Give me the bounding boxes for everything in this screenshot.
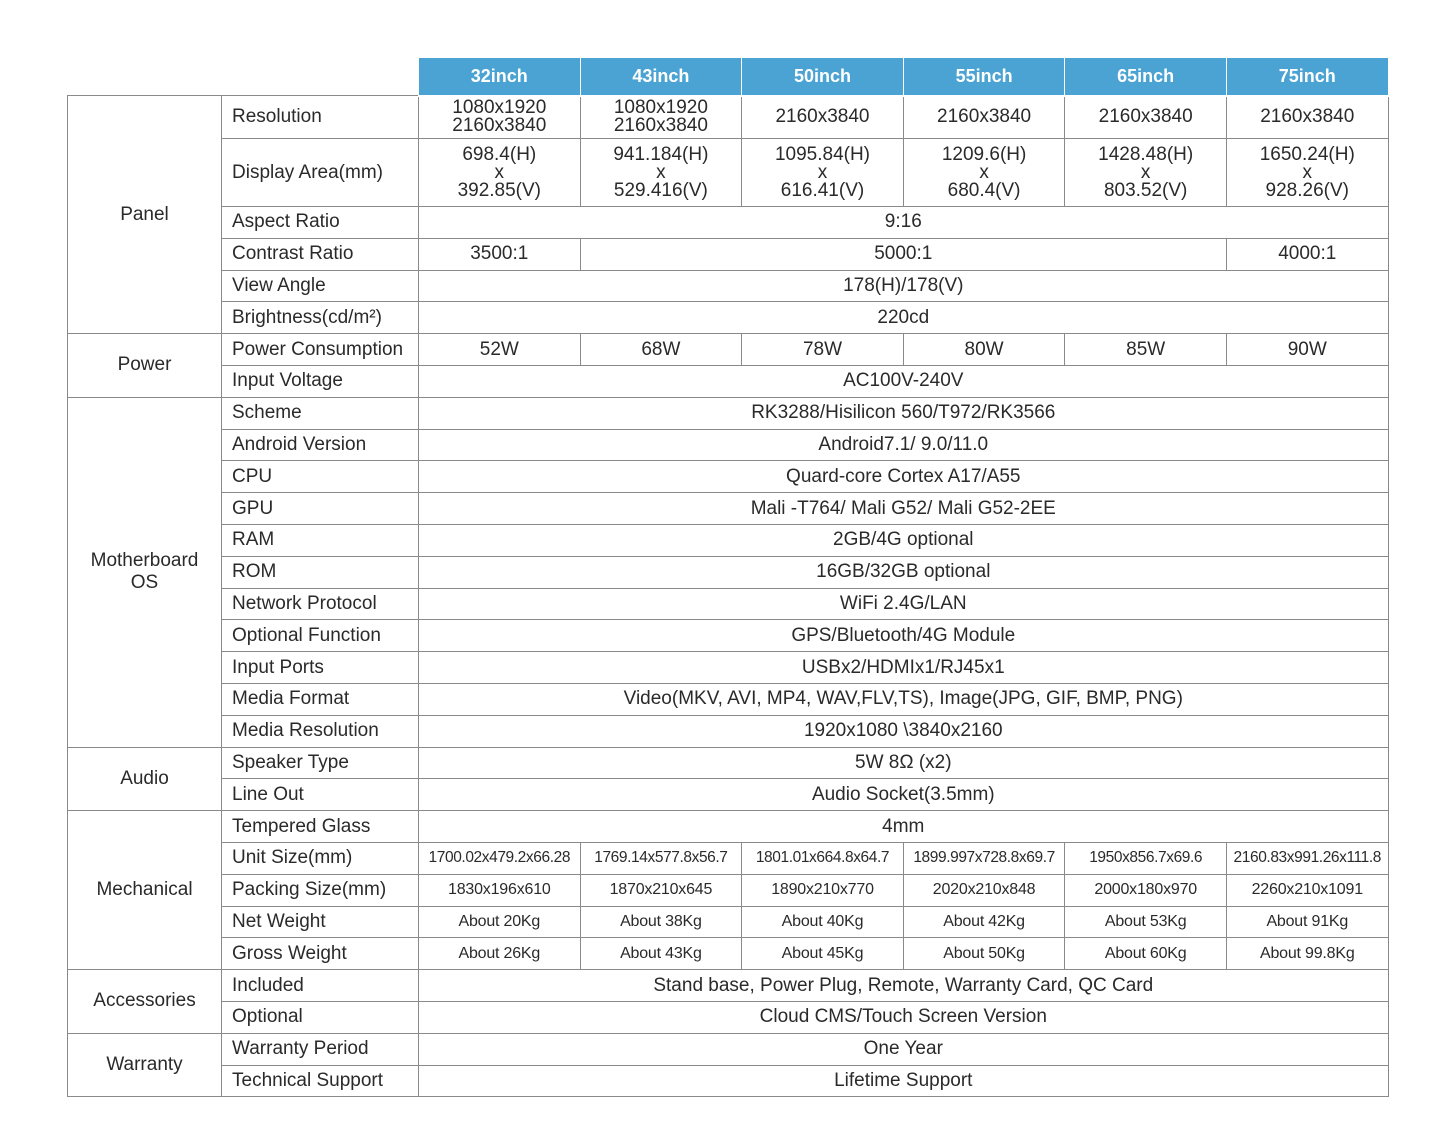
spec-label: Technical Support xyxy=(222,1065,419,1097)
spec-label: Aspect Ratio xyxy=(222,207,419,239)
row-resolution xyxy=(68,96,1389,139)
spec-label: Packing Size(mm) xyxy=(222,874,419,906)
row-view-angle xyxy=(68,270,1389,302)
row-speaker-type xyxy=(68,747,1389,779)
spec-label: Brightness(cd/m²) xyxy=(222,302,419,334)
net-weight-55: About 42Kg xyxy=(903,906,1065,938)
spec-value: RK3288/Hisilicon 560/T972/RK3566 xyxy=(419,397,1389,429)
gross-weight-50: About 45Kg xyxy=(742,938,904,970)
spec-value: Cloud CMS/Touch Screen Version xyxy=(419,1001,1389,1033)
row-media-resolution xyxy=(68,715,1389,747)
display-area-75: 1650.24(H) x 928.26(V) xyxy=(1226,139,1388,207)
packing-size-50: 1890x210x770 xyxy=(742,874,904,906)
display-area-43: 941.184(H) x 529.416(V) xyxy=(580,139,742,207)
row-scheme xyxy=(68,397,1389,429)
resolution-43: 1080x1920 2160x3840 xyxy=(580,96,742,139)
unit-size-55: 1899.997x728.8x69.7 xyxy=(903,842,1065,874)
spec-value: 1920x1080 \3840x2160 xyxy=(419,715,1389,747)
display-area-32: 698.4(H) x 392.85(V) xyxy=(419,139,581,207)
spec-label: Speaker Type xyxy=(222,747,419,779)
row-aspect-ratio xyxy=(68,207,1389,239)
spec-value: Audio Socket(3.5mm) xyxy=(419,779,1389,811)
category-audio: Audio xyxy=(68,747,222,811)
spec-value: One Year xyxy=(419,1033,1389,1065)
spec-label: Display Area(mm) xyxy=(222,139,419,207)
spec-value: 4mm xyxy=(419,811,1389,843)
packing-size-65: 2000x180x970 xyxy=(1065,874,1227,906)
unit-size-50: 1801.01x664.8x64.7 xyxy=(742,842,904,874)
packing-size-43: 1870x210x645 xyxy=(580,874,742,906)
spec-value: Stand base, Power Plug, Remote, Warranty Card, QC Card xyxy=(419,970,1389,1002)
row-android-version xyxy=(68,429,1389,461)
gross-weight-32: About 26Kg xyxy=(419,938,581,970)
spec-label: Optional Function xyxy=(222,620,419,652)
spec-value: Video(MKV, AVI, MP4, WAV,FLV,TS), Image(JPG, GIF, BMP, PNG) xyxy=(419,683,1389,715)
spec-label: ROM xyxy=(222,556,419,588)
unit-size-32: 1700.02x479.2x66.28 xyxy=(419,842,581,874)
row-contrast-ratio xyxy=(68,238,1389,270)
row-brightness xyxy=(68,302,1389,334)
size-header: 43inch xyxy=(580,58,742,96)
row-line-out xyxy=(68,779,1389,811)
spec-label: Input Voltage xyxy=(222,365,419,397)
spec-label: Gross Weight xyxy=(222,938,419,970)
row-power-consumption xyxy=(68,334,1389,366)
unit-size-65: 1950x856.7x69.6 xyxy=(1065,842,1227,874)
net-weight-50: About 40Kg xyxy=(742,906,904,938)
row-display-area xyxy=(68,139,1389,207)
power-65: 85W xyxy=(1065,334,1227,366)
resolution-55: 2160x3840 xyxy=(903,96,1065,139)
row-packing-size xyxy=(68,874,1389,906)
row-technical-support xyxy=(68,1065,1389,1097)
spec-label: GPU xyxy=(222,493,419,525)
net-weight-75: About 91Kg xyxy=(1226,906,1388,938)
power-55: 80W xyxy=(903,334,1065,366)
resolution-50: 2160x3840 xyxy=(742,96,904,139)
spec-value: 5W 8Ω (x2) xyxy=(419,747,1389,779)
packing-size-32: 1830x196x610 xyxy=(419,874,581,906)
net-weight-32: About 20Kg xyxy=(419,906,581,938)
size-header: 50inch xyxy=(742,58,904,96)
spec-value: GPS/Bluetooth/4G Module xyxy=(419,620,1389,652)
spec-value: 16GB/32GB optional xyxy=(419,556,1389,588)
spec-label: Input Ports xyxy=(222,652,419,684)
spec-table-container xyxy=(67,57,1389,1097)
spec-value: Quard-core Cortex A17/A55 xyxy=(419,461,1389,493)
size-header: 55inch xyxy=(903,58,1065,96)
power-50: 78W xyxy=(742,334,904,366)
spec-value: 220cd xyxy=(419,302,1389,334)
category-motherboard: Motherboard OS xyxy=(68,397,222,747)
spec-label: Power Consumption xyxy=(222,334,419,366)
spec-value: 178(H)/178(V) xyxy=(419,270,1389,302)
contrast-75: 4000:1 xyxy=(1226,238,1388,270)
spec-label: Network Protocol xyxy=(222,588,419,620)
category-panel: Panel xyxy=(68,96,222,334)
spec-value: Lifetime Support xyxy=(419,1065,1389,1097)
display-area-50: 1095.84(H) x 616.41(V) xyxy=(742,139,904,207)
category-power: Power xyxy=(68,334,222,398)
power-32: 52W xyxy=(419,334,581,366)
packing-size-55: 2020x210x848 xyxy=(903,874,1065,906)
spec-value: WiFi 2.4G/LAN xyxy=(419,588,1389,620)
gross-weight-55: About 50Kg xyxy=(903,938,1065,970)
contrast-32: 3500:1 xyxy=(419,238,581,270)
row-optional xyxy=(68,1001,1389,1033)
row-cpu xyxy=(68,461,1389,493)
spec-label: CPU xyxy=(222,461,419,493)
size-header: 75inch xyxy=(1226,58,1388,96)
category-mechanical: Mechanical xyxy=(68,811,222,970)
power-43: 68W xyxy=(580,334,742,366)
size-header: 65inch xyxy=(1065,58,1227,96)
spec-label: Unit Size(mm) xyxy=(222,842,419,874)
row-tempered-glass xyxy=(68,811,1389,843)
header-empty-cell xyxy=(68,58,222,96)
gross-weight-75: About 99.8Kg xyxy=(1226,938,1388,970)
row-optional-function xyxy=(68,620,1389,652)
spec-label: Contrast Ratio xyxy=(222,238,419,270)
spec-label: Net Weight xyxy=(222,906,419,938)
gross-weight-65: About 60Kg xyxy=(1065,938,1227,970)
spec-label: Optional xyxy=(222,1001,419,1033)
spec-value: AC100V-240V xyxy=(419,365,1389,397)
net-weight-65: About 53Kg xyxy=(1065,906,1227,938)
spec-label: Warranty Period xyxy=(222,1033,419,1065)
spec-value: Android7.1/ 9.0/11.0 xyxy=(419,429,1389,461)
spec-value: 2GB/4G optional xyxy=(419,524,1389,556)
resolution-32: 1080x1920 2160x3840 xyxy=(419,96,581,139)
display-area-65: 1428.48(H) x 803.52(V) xyxy=(1065,139,1227,207)
unit-size-75: 2160.83x991.26x111.8 xyxy=(1226,842,1388,874)
spec-label: Line Out xyxy=(222,779,419,811)
net-weight-43: About 38Kg xyxy=(580,906,742,938)
display-area-55: 1209.6(H) x 680.4(V) xyxy=(903,139,1065,207)
spec-label: Tempered Glass xyxy=(222,811,419,843)
row-ram xyxy=(68,524,1389,556)
row-input-ports xyxy=(68,652,1389,684)
contrast-mid: 5000:1 xyxy=(580,238,1226,270)
gross-weight-43: About 43Kg xyxy=(580,938,742,970)
spec-label: RAM xyxy=(222,524,419,556)
packing-size-75: 2260x210x1091 xyxy=(1226,874,1388,906)
row-media-format xyxy=(68,683,1389,715)
row-network-protocol xyxy=(68,588,1389,620)
unit-size-43: 1769.14x577.8x56.7 xyxy=(580,842,742,874)
header-row xyxy=(68,58,1389,96)
spec-label: Scheme xyxy=(222,397,419,429)
spec-label: Media Resolution xyxy=(222,715,419,747)
row-unit-size xyxy=(68,842,1389,874)
spec-label: View Angle xyxy=(222,270,419,302)
spec-label: Resolution xyxy=(222,96,419,139)
category-accessories: Accessories xyxy=(68,970,222,1034)
row-net-weight xyxy=(68,906,1389,938)
spec-label: Included xyxy=(222,970,419,1002)
row-gpu xyxy=(68,493,1389,525)
row-included xyxy=(68,970,1389,1002)
power-75: 90W xyxy=(1226,334,1388,366)
spec-value: Mali -T764/ Mali G52/ Mali G52-2EE xyxy=(419,493,1389,525)
row-gross-weight xyxy=(68,938,1389,970)
row-input-voltage xyxy=(68,365,1389,397)
spec-value: 9:16 xyxy=(419,207,1389,239)
row-warranty-period xyxy=(68,1033,1389,1065)
size-header: 32inch xyxy=(419,58,581,96)
spec-table xyxy=(67,57,1389,1097)
category-warranty: Warranty xyxy=(68,1033,222,1097)
row-rom xyxy=(68,556,1389,588)
spec-label: Android Version xyxy=(222,429,419,461)
spec-label: Media Format xyxy=(222,683,419,715)
header-empty-cell xyxy=(222,58,419,96)
spec-value: USBx2/HDMIx1/RJ45x1 xyxy=(419,652,1389,684)
resolution-75: 2160x3840 xyxy=(1226,96,1388,139)
resolution-65: 2160x3840 xyxy=(1065,96,1227,139)
